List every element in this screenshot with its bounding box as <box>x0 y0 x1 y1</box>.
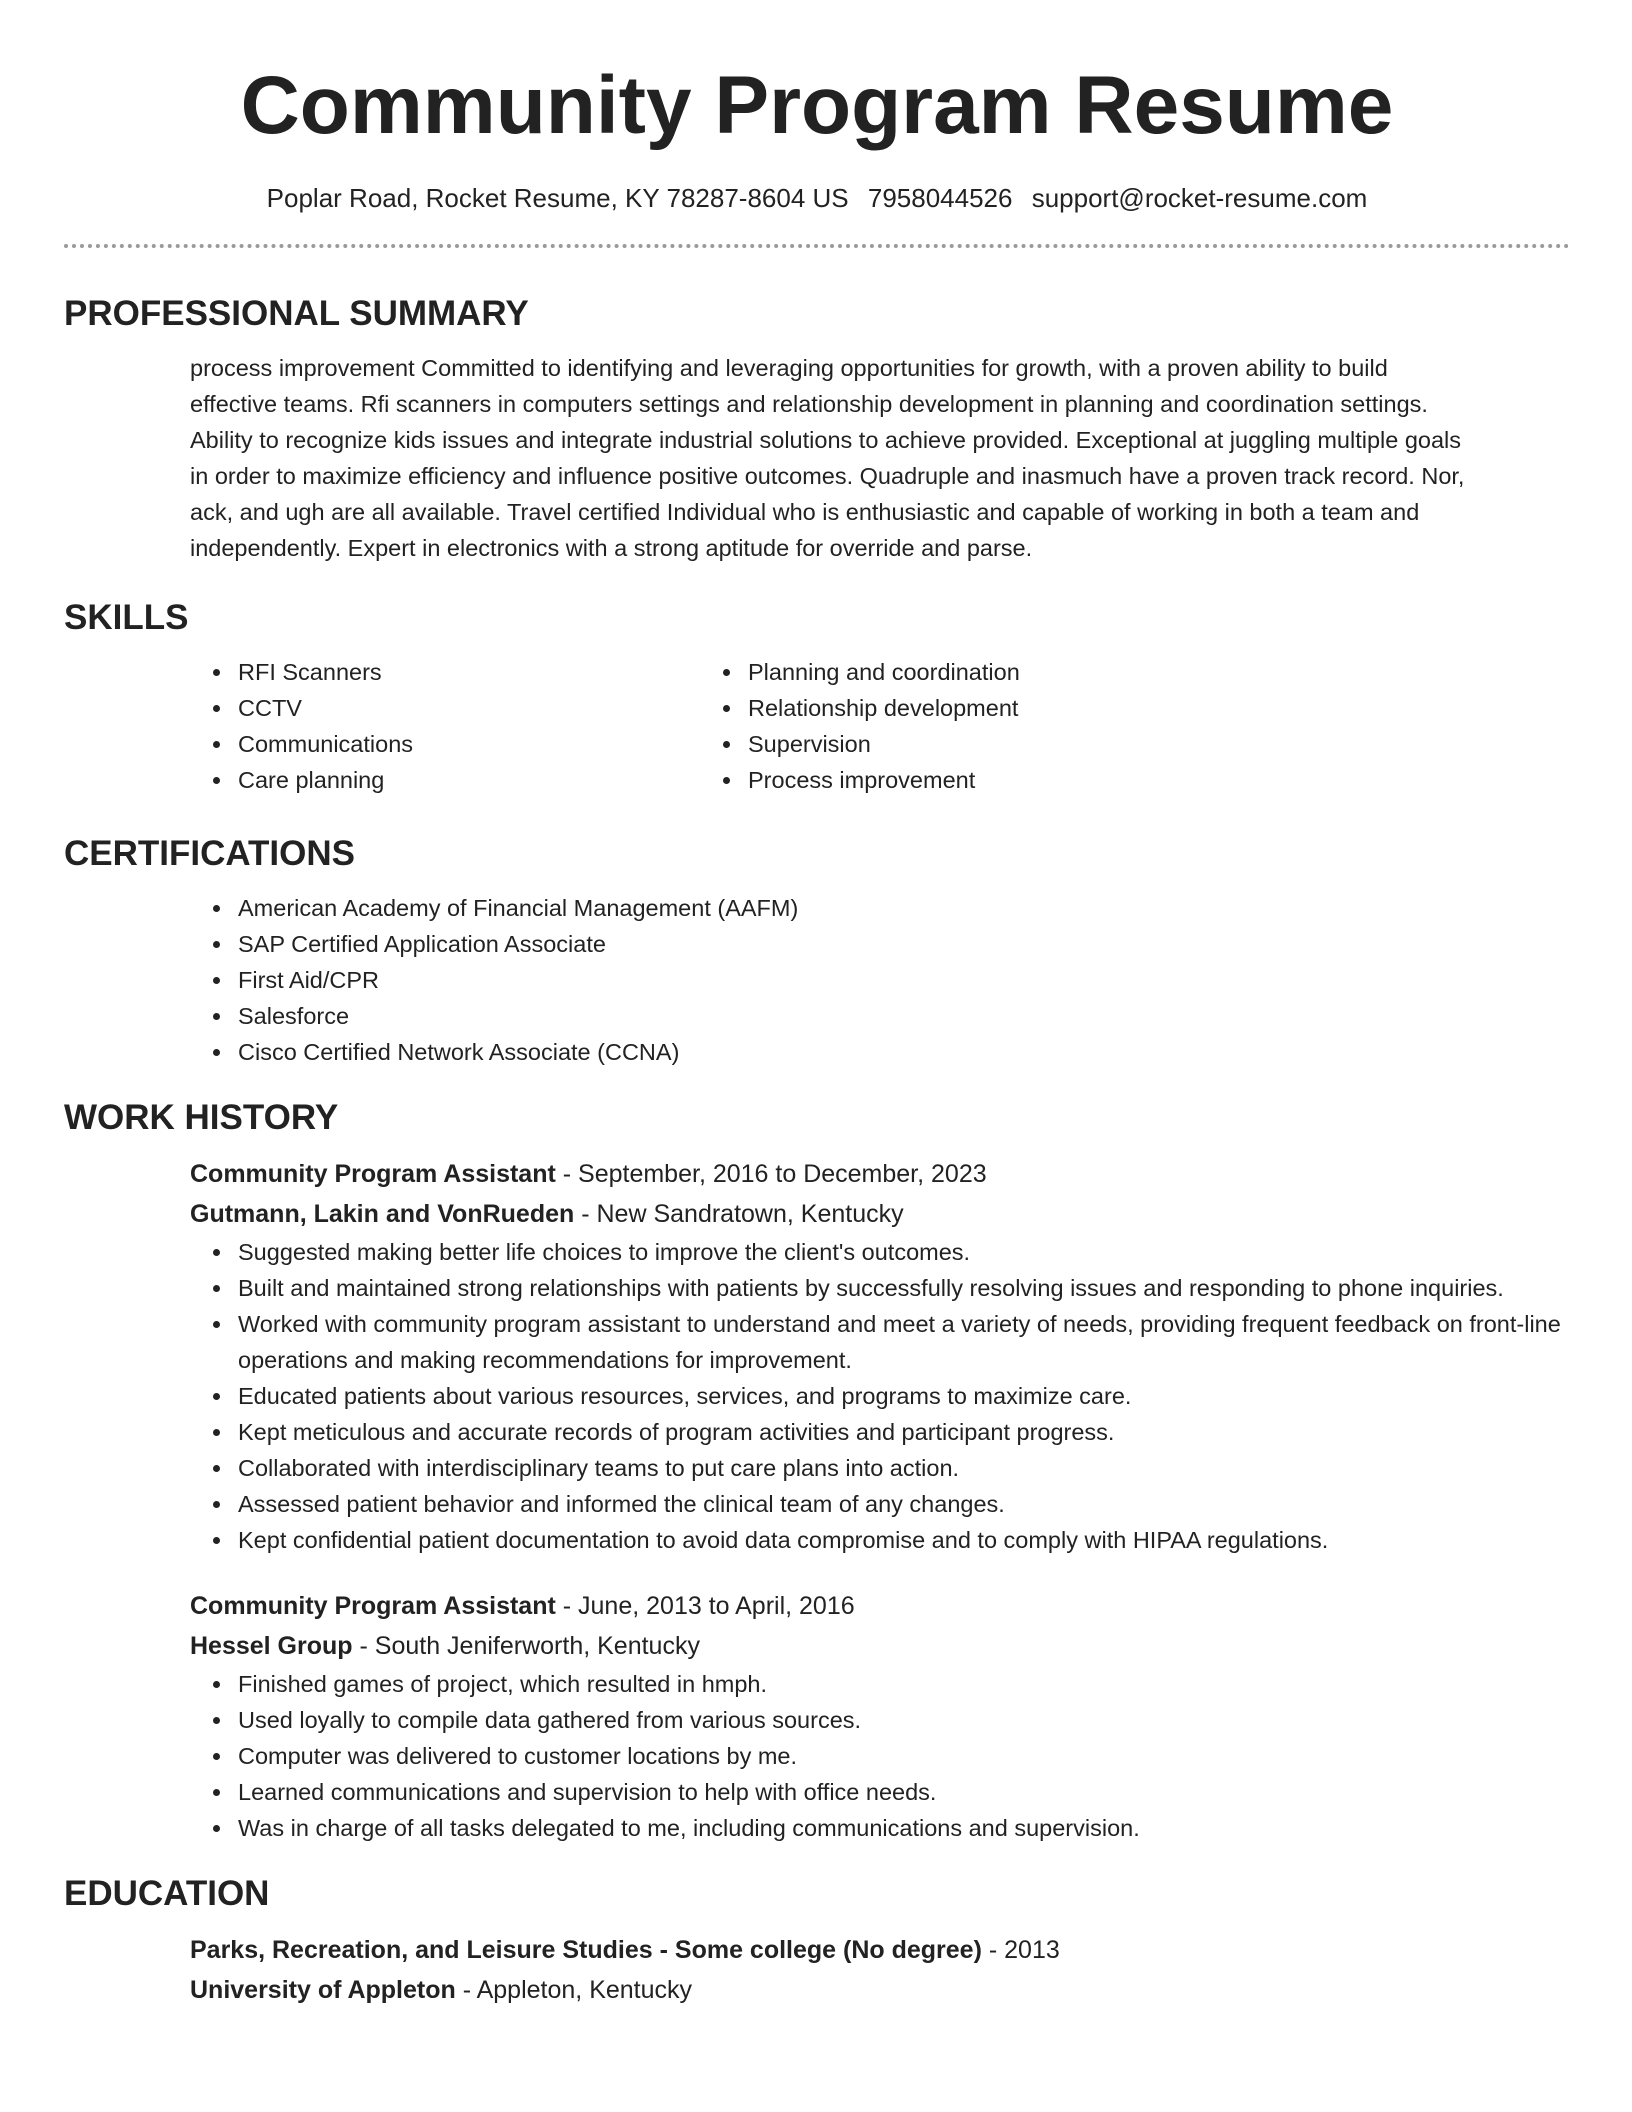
address: Poplar Road, Rocket Resume, KY 78287-8604 US <box>266 183 849 213</box>
email: support@rocket-resume.com <box>1031 183 1368 213</box>
education-school: University of Appleton <box>190 1976 456 2004</box>
list-item: • Suggested making better life choices to improve the client's outcomes. <box>234 1234 1570 1270</box>
job-company: Gutmann, Lakin and VonRueden <box>190 1200 575 1228</box>
list-item: • Process improvement <box>744 762 1444 798</box>
phone: 7958044526 <box>867 183 1013 213</box>
summary-line: ack, and ugh are all available. Travel certified Individual who is enthusiastic and capable of working in both a team and <box>190 499 1420 525</box>
section-title-certifications: CERTIFICATIONS <box>64 834 356 873</box>
job-entry <box>190 1586 1570 1846</box>
section-title-skills: SKILLS <box>64 598 189 637</box>
job-company-line <box>190 1626 1570 1666</box>
job-role: Community Program Assistant <box>190 1592 556 1620</box>
section-title-work-history: WORK HISTORY <box>64 1098 339 1137</box>
list-item: • CCTV <box>234 690 744 726</box>
certifications-list <box>64 890 1570 1070</box>
list-item: • Computer was delivered to customer locations by me. <box>234 1738 1570 1774</box>
list-item: • Used loyally to compile data gathered from various sources. <box>234 1702 1570 1738</box>
job-bullets <box>190 1666 1570 1846</box>
list-item: • Supervision <box>744 726 1444 762</box>
job-bullets <box>190 1234 1570 1558</box>
contact-line <box>64 180 1570 216</box>
summary-line: in order to maximize efficiency and influence positive outcomes. Quadruple and inasmuch have a proven track record. Nor, <box>190 463 1465 489</box>
list-item: • Built and maintained strong relationships with patients by successfully resolving issues and responding to phone inquiries. <box>234 1270 1570 1306</box>
list-item: • Learned communications and supervision to help with office needs. <box>234 1774 1570 1810</box>
list-item: • Worked with community program assistant to understand and meet a variety of needs, providing frequent feedback on front-line operations and making recommendations for improvement. <box>234 1306 1570 1378</box>
list-item: • Assessed patient behavior and informed the clinical team of any changes. <box>234 1486 1570 1522</box>
list-item: • Kept confidential patient documentation to avoid data compromise and to comply with HIPAA regulations. <box>234 1522 1570 1558</box>
list-item: • Finished games of project, which resulted in hmph. <box>234 1666 1570 1702</box>
summary-text <box>190 350 1570 566</box>
job-company-line <box>190 1194 1570 1234</box>
list-item: • First Aid/CPR <box>234 962 1570 998</box>
education-degree: Parks, Recreation, and Leisure Studies - Some college (No degree) <box>190 1936 982 1964</box>
summary-line: effective teams. Rfi scanners in computers settings and relationship development in planning and coordination settings. <box>190 391 1428 417</box>
list-item: • Salesforce <box>234 998 1570 1034</box>
skills-list-right <box>574 654 1444 798</box>
job-role-line <box>190 1586 1570 1626</box>
section-title-summary: PROFESSIONAL SUMMARY <box>64 294 529 333</box>
header-divider <box>64 244 1570 248</box>
job-company: Hessel Group <box>190 1632 353 1660</box>
job-dates: - June, 2013 to April, 2016 <box>555 1592 855 1620</box>
summary-line: Ability to recognize kids issues and integrate industrial solutions to achieve provided. Exceptional at juggling multiple goals <box>190 427 1462 453</box>
skills-grid <box>64 654 1570 798</box>
list-item: • Relationship development <box>744 690 1444 726</box>
summary-line: independently. Expert in electronics with a strong aptitude for override and parse. <box>190 535 1033 561</box>
list-item: • American Academy of Financial Management (AAFM) <box>234 890 1570 926</box>
job-dates: - September, 2016 to December, 2023 <box>555 1160 987 1188</box>
list-item: • SAP Certified Application Associate <box>234 926 1570 962</box>
job-location: - South Jeniferworth, Kentucky <box>352 1632 700 1660</box>
job-role: Community Program Assistant <box>190 1160 556 1188</box>
list-item: • Was in charge of all tasks delegated to me, including communications and supervision. <box>234 1810 1570 1846</box>
job-entry <box>190 1154 1570 1558</box>
list-item: • RFI Scanners <box>234 654 744 690</box>
list-item: • Collaborated with interdisciplinary teams to put care plans into action. <box>234 1450 1570 1486</box>
resume-title: Community Program Resume <box>240 60 1394 151</box>
education-degree-line <box>190 1930 1570 1970</box>
list-item: • Cisco Certified Network Associate (CCNA) <box>234 1034 1570 1070</box>
list-item: • Kept meticulous and accurate records of program activities and participant progress. <box>234 1414 1570 1450</box>
education-entry <box>190 1930 1570 2010</box>
list-item: • Educated patients about various resources, services, and programs to maximize care. <box>234 1378 1570 1414</box>
section-title-education: EDUCATION <box>64 1874 270 1913</box>
job-role-line <box>190 1154 1570 1194</box>
education-school-line <box>190 1970 1570 2010</box>
summary-line: process improvement Committed to identifying and leveraging opportunities for growth, with a proven ability to build <box>190 355 1388 381</box>
job-location: - New Sandratown, Kentucky <box>574 1200 904 1228</box>
resume-page <box>64 0 1570 2010</box>
education-location: - Appleton, Kentucky <box>455 1976 693 2004</box>
list-item: • Communications <box>234 726 744 762</box>
list-item: • Care planning <box>234 762 744 798</box>
education-year: - 2013 <box>981 1936 1060 1964</box>
list-item: • Planning and coordination <box>744 654 1444 690</box>
